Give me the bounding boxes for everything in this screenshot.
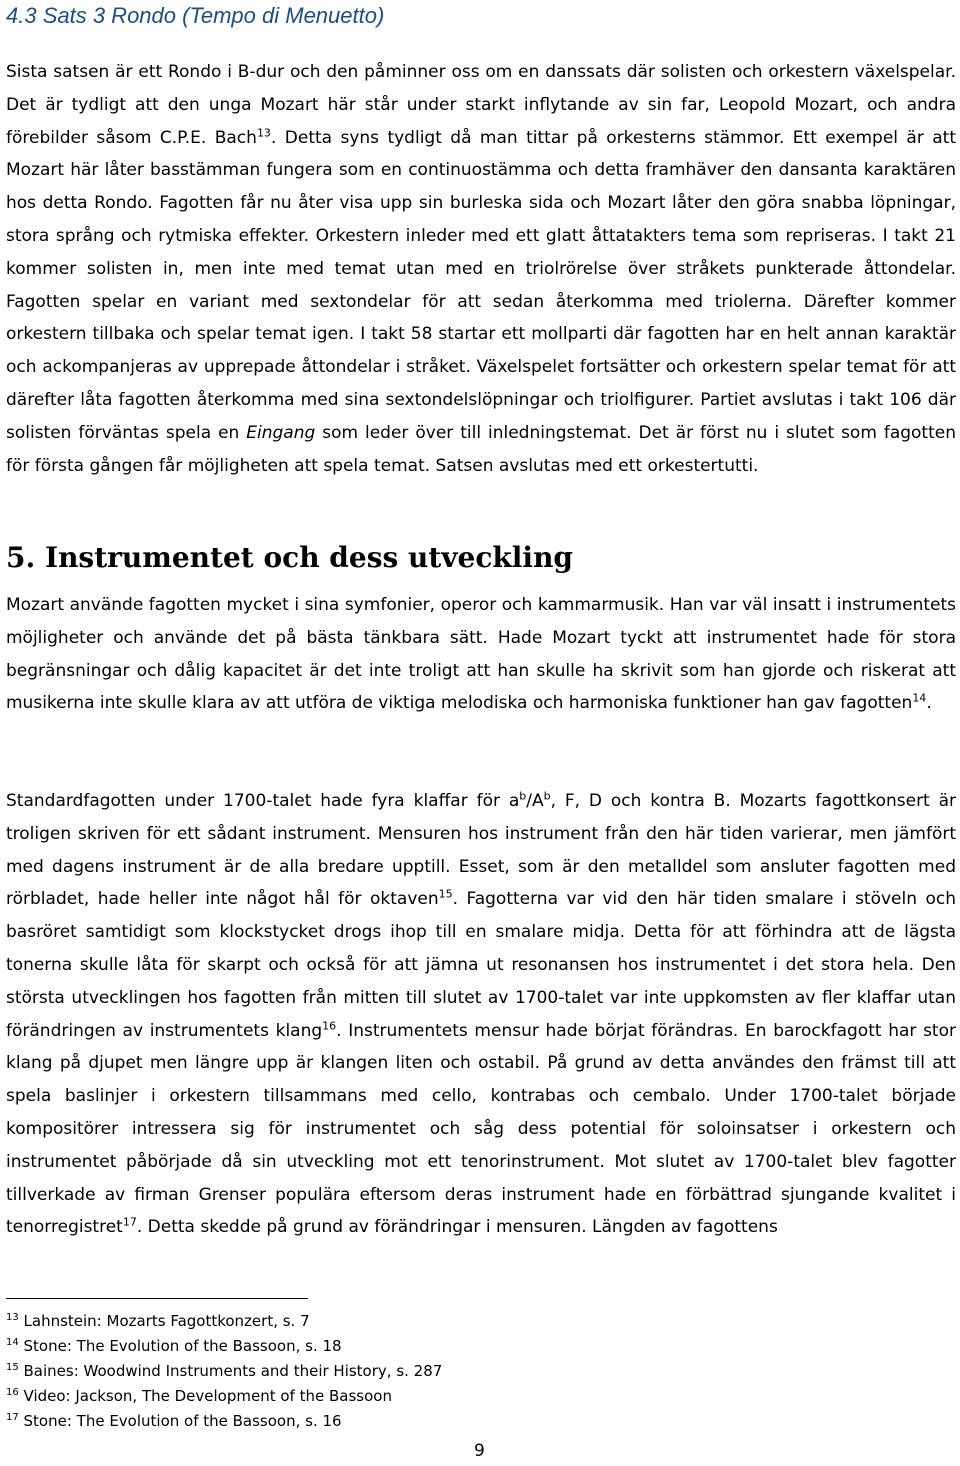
footnote-text: Lahnstein: Mozarts Fagottkonzert, s. 7 xyxy=(23,1312,310,1330)
footnote-ref-16[interactable]: 16 xyxy=(322,1018,337,1032)
footnote-ref-13[interactable]: 13 xyxy=(256,125,271,139)
page-number: 9 xyxy=(474,1441,485,1461)
paragraph-rondo-text-2: . Detta syns tydligt då man tittar på orkesterns stämmor. Ett exempel är att Mozart här låter basstämman fungera som en continuostämma och detta framhäver den dansanta karaktären hos detta Rondo. Fagotten får nu åter visa upp sin burleska sida och Mozart låter den göra snabba löpningar, stora språng och rytmiska effekter. Orkestern inleder med ett glatt åttatakters tema som repriseras. I takt 21 kommer solisten in, men inte med temat utan med en triolrörelse över stråkets punkterade åttondelar. Fagotten spelar en variant med sextondelar för att sedan återkomma med triolerna. Därefter kommer orkestern tillbaka och spelar temat igen. I takt 58 startar ett mollparti där fagotten har en helt annan karaktär och ackompanjeras av upprepade åttondelar i stråket. Växelspelet fortsätter och orkestern spelar temat för att därefter låta fagotten återkomma med sina sextondelslöpningar och triolfigurer. Partiet avslutas i takt 106 där solisten förväntas spela en xyxy=(6,127,956,443)
footnote-text: Baines: Woodwind Instruments and their History, s. 287 xyxy=(23,1362,443,1380)
footnote-13 xyxy=(6,1306,706,1331)
footnote-ref-15[interactable]: 15 xyxy=(438,887,453,901)
paragraph-rondo xyxy=(6,56,956,482)
paragraph-standard-bassoon xyxy=(6,785,956,1244)
paragraph-standard-bassoon-text-4: . Instrumentets mensur hade börjat förändras. En barockfagott har stor klang på djupet men längre upp är klangen liten och ostabil. På grund av detta användes den främst till att spela baslinjer i orkestern tillsammans med cello, kontrabas och cembalo. Under 1700-talet började kompositörer intressera sig för instrumentet och såg dess potential för soloinsatser i orkestern och instrumentet påbörjade då sin utveckling mot ett tenorinstrument. Mot slutet av 1700-talet blev fagotter tillverkade av firman Grenser populära eftersom deras instrument hade en förbättrad sjungande kvalitet i tenorregistret xyxy=(6,1020,956,1238)
footnote-number: 13 xyxy=(6,1312,19,1323)
footnote-number: 16 xyxy=(6,1387,19,1398)
footnote-17 xyxy=(6,1406,706,1431)
paragraph-standard-bassoon-text-3: . Fagotterna var vid den här tiden smalare i stöveln och basröret samtidigt som klockstycket drogs ihop till en smalare midja. Detta för att förhindra att de lägsta tonerna skulle låta för skarpt och också för att jämna ut resonansen hos instrumentet i det stora hela. Den största utvecklingen hos fagotten från mitten till slutet av 1700-talet var inte uppkomsten av fler klaffar utan förändringen av instrumentets klang xyxy=(6,889,956,1041)
section-heading: 4.3 Sats 3 Rondo (Tempo di Menuetto) xyxy=(6,3,385,28)
paragraph-rondo-text-1: Sista satsen är ett Rondo i B-dur och den påminner oss om en danssats där solisten och orkestern växelspelar. Det är tydligt att den unga Mozart här står under starkt inflytande av sin far, Leopold Mozart, och andra förebilder såsom C.P.E. Bach xyxy=(6,62,956,148)
footnote-ref-17[interactable]: 17 xyxy=(122,1215,137,1229)
footnote-number: 14 xyxy=(6,1337,19,1348)
term-eingang: Eingang xyxy=(246,422,316,443)
footnote-15 xyxy=(6,1356,706,1381)
footnote-number: 17 xyxy=(6,1412,19,1423)
paragraph-mozart-bassoon-text-1: Mozart använde fagotten mycket i sina symfonier, operor och kammarmusik. Han var väl insatt i instrumentets möjligheter och använde det på bästa tänkbara sätt. Hade Mozart tyckt att instrumentet hade för stora begränsningar och dålig kapacitet är det inte troligt att han skulle ha skrivit som han gjorde och riskerat att musikerna inte skulle klara av att utföra de viktiga melodiska och harmoniska funktioner han gav fagotten xyxy=(6,595,956,714)
footnote-ref-14[interactable]: 14 xyxy=(912,691,927,705)
superscript-flat-2: b xyxy=(543,789,551,803)
footnote-14 xyxy=(6,1331,706,1356)
paragraph-mozart-bassoon xyxy=(6,589,956,720)
paragraph-mozart-bassoon-text-2: . xyxy=(926,693,932,714)
footnote-separator xyxy=(6,1298,308,1299)
footnote-list xyxy=(6,1306,706,1431)
footnote-text: Video: Jackson, The Development of the Bassoon xyxy=(23,1387,392,1405)
paragraph-standard-bassoon-text-2: , F, D och kontra B. Mozarts fagottkonsert är troligen skriven för ett sådant instrument. Mensuren hos instrument från den här tiden varierar, men jämfört med dagens instrument är de alla bredare upptill. Esset, som är den metalldel som ansluter fagotten med rörbladet, hade heller inte något hål för oktaven xyxy=(6,791,957,910)
footnote-number: 15 xyxy=(6,1362,19,1373)
text-slash-a: /A xyxy=(526,791,544,811)
paragraph-standard-bassoon-text-5: . Detta skedde på grund av förändringar i mensuren. Längden av fagottens xyxy=(136,1217,778,1238)
paragraph-rondo-text-3: som leder över till inledningstemat. Det är först nu i slutet som fagotten för första gången får möjligheten att spela temat. Satsen avslutas med ett orkestertutti. xyxy=(6,422,956,476)
footnote-text: Stone: The Evolution of the Bassoon, s. 16 xyxy=(23,1412,342,1430)
superscript-flat-1: b xyxy=(519,789,527,803)
footnote-text: Stone: The Evolution of the Bassoon, s. 18 xyxy=(23,1337,342,1355)
paragraph-standard-bassoon-text-1: Standardfagotten under 1700-talet hade fyra klaffar för a xyxy=(6,791,520,811)
footnote-16 xyxy=(6,1381,706,1406)
chapter-heading: 5. Instrumentet och dess utveckling xyxy=(6,541,573,574)
